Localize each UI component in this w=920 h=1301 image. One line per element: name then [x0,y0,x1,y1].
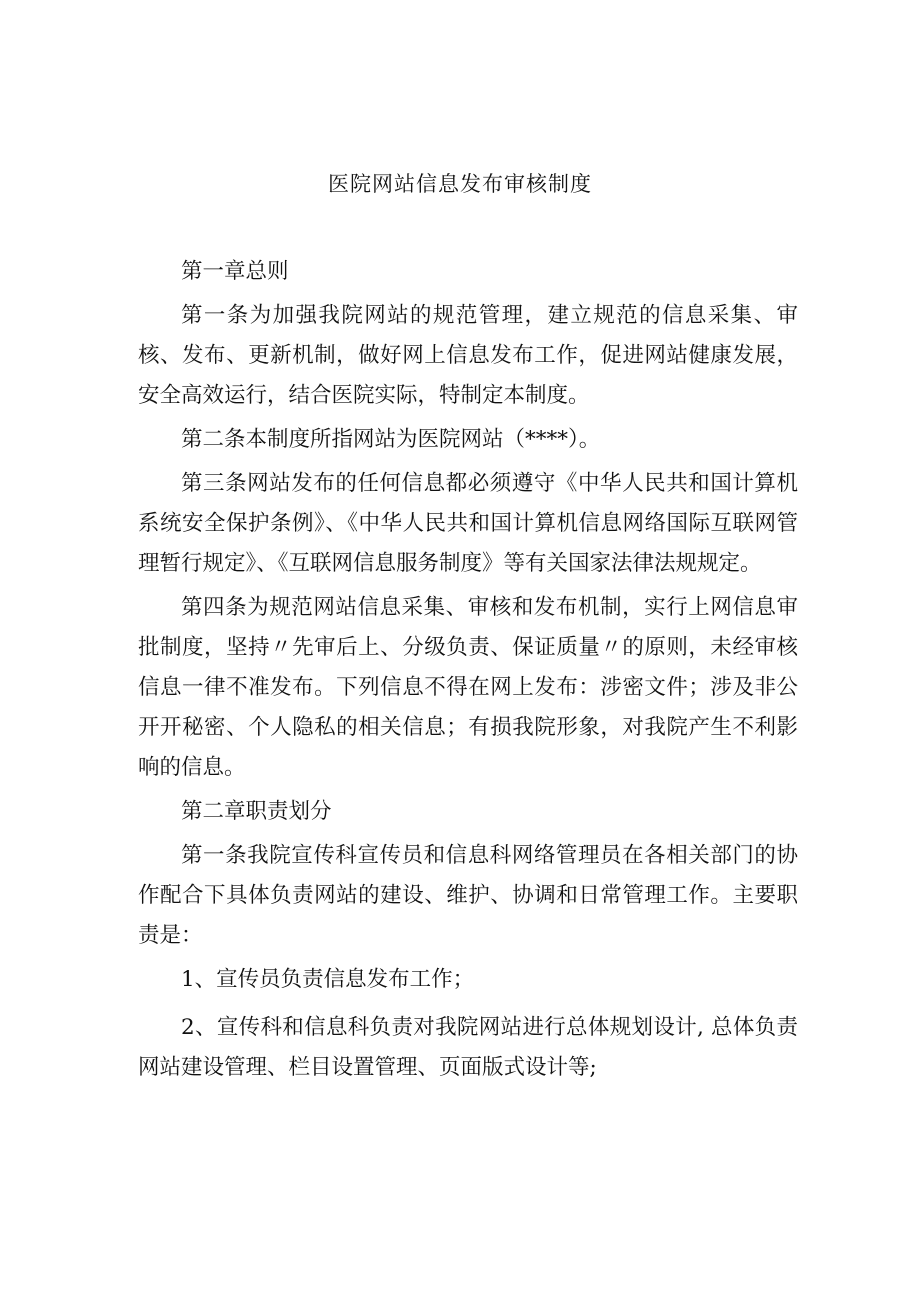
paragraph: 第三条网站发布的任何信息都必须遵守《中华人民共和国计算机系统安全保护条例》、《中华人民共和国计算机信息网络国际互联网管理暂行规定》、《互联网信息服务制度》等有关国家法律法规规定。 [138,471,798,576]
list-item: 1、宣传员负责信息发布工作； [181,967,475,992]
paragraph: 第四条为规范网站信息采集、审核和发布机制，实行上网信息审批制度，坚持〃先审后上、分级负责、保证质量〃的原则，未经审核信息一律不准发布。下列信息不得在网上发布：涉密文件；涉及非公开开秘密、个人隐私的相关信息；有损我院形象，对我院产生不利影响的信息。 [138,595,798,780]
paragraph: 第一条为加强我院网站的规范管理，建立规范的信息采集、审核、发布、更新机制，做好网上信息发布工作，促进网站健康发展，安全高效运行，结合医院实际，特制定本制度。 [138,303,798,408]
document-title: 医院网站信息发布审核制度 [328,172,592,196]
list-item: 2、宣传科和信息科负责对我院网站进行总体规划设计, 总体负责网站建设管理、栏目设置管理、页面版式设计等; [138,1015,798,1080]
document-body [138,252,798,1096]
paragraph: 第二条本制度所指网站为医院网站（****）。 [181,427,601,452]
chapter-heading: 第一章总则 [181,259,289,284]
paragraph: 第一条我院宣传科宣传员和信息科网络管理员在各相关部门的协作配合下具体负责网站的建设、维护、协调和日常管理工作。主要职责是： [138,843,798,948]
chapter-heading: 第二章职责划分 [181,799,332,824]
